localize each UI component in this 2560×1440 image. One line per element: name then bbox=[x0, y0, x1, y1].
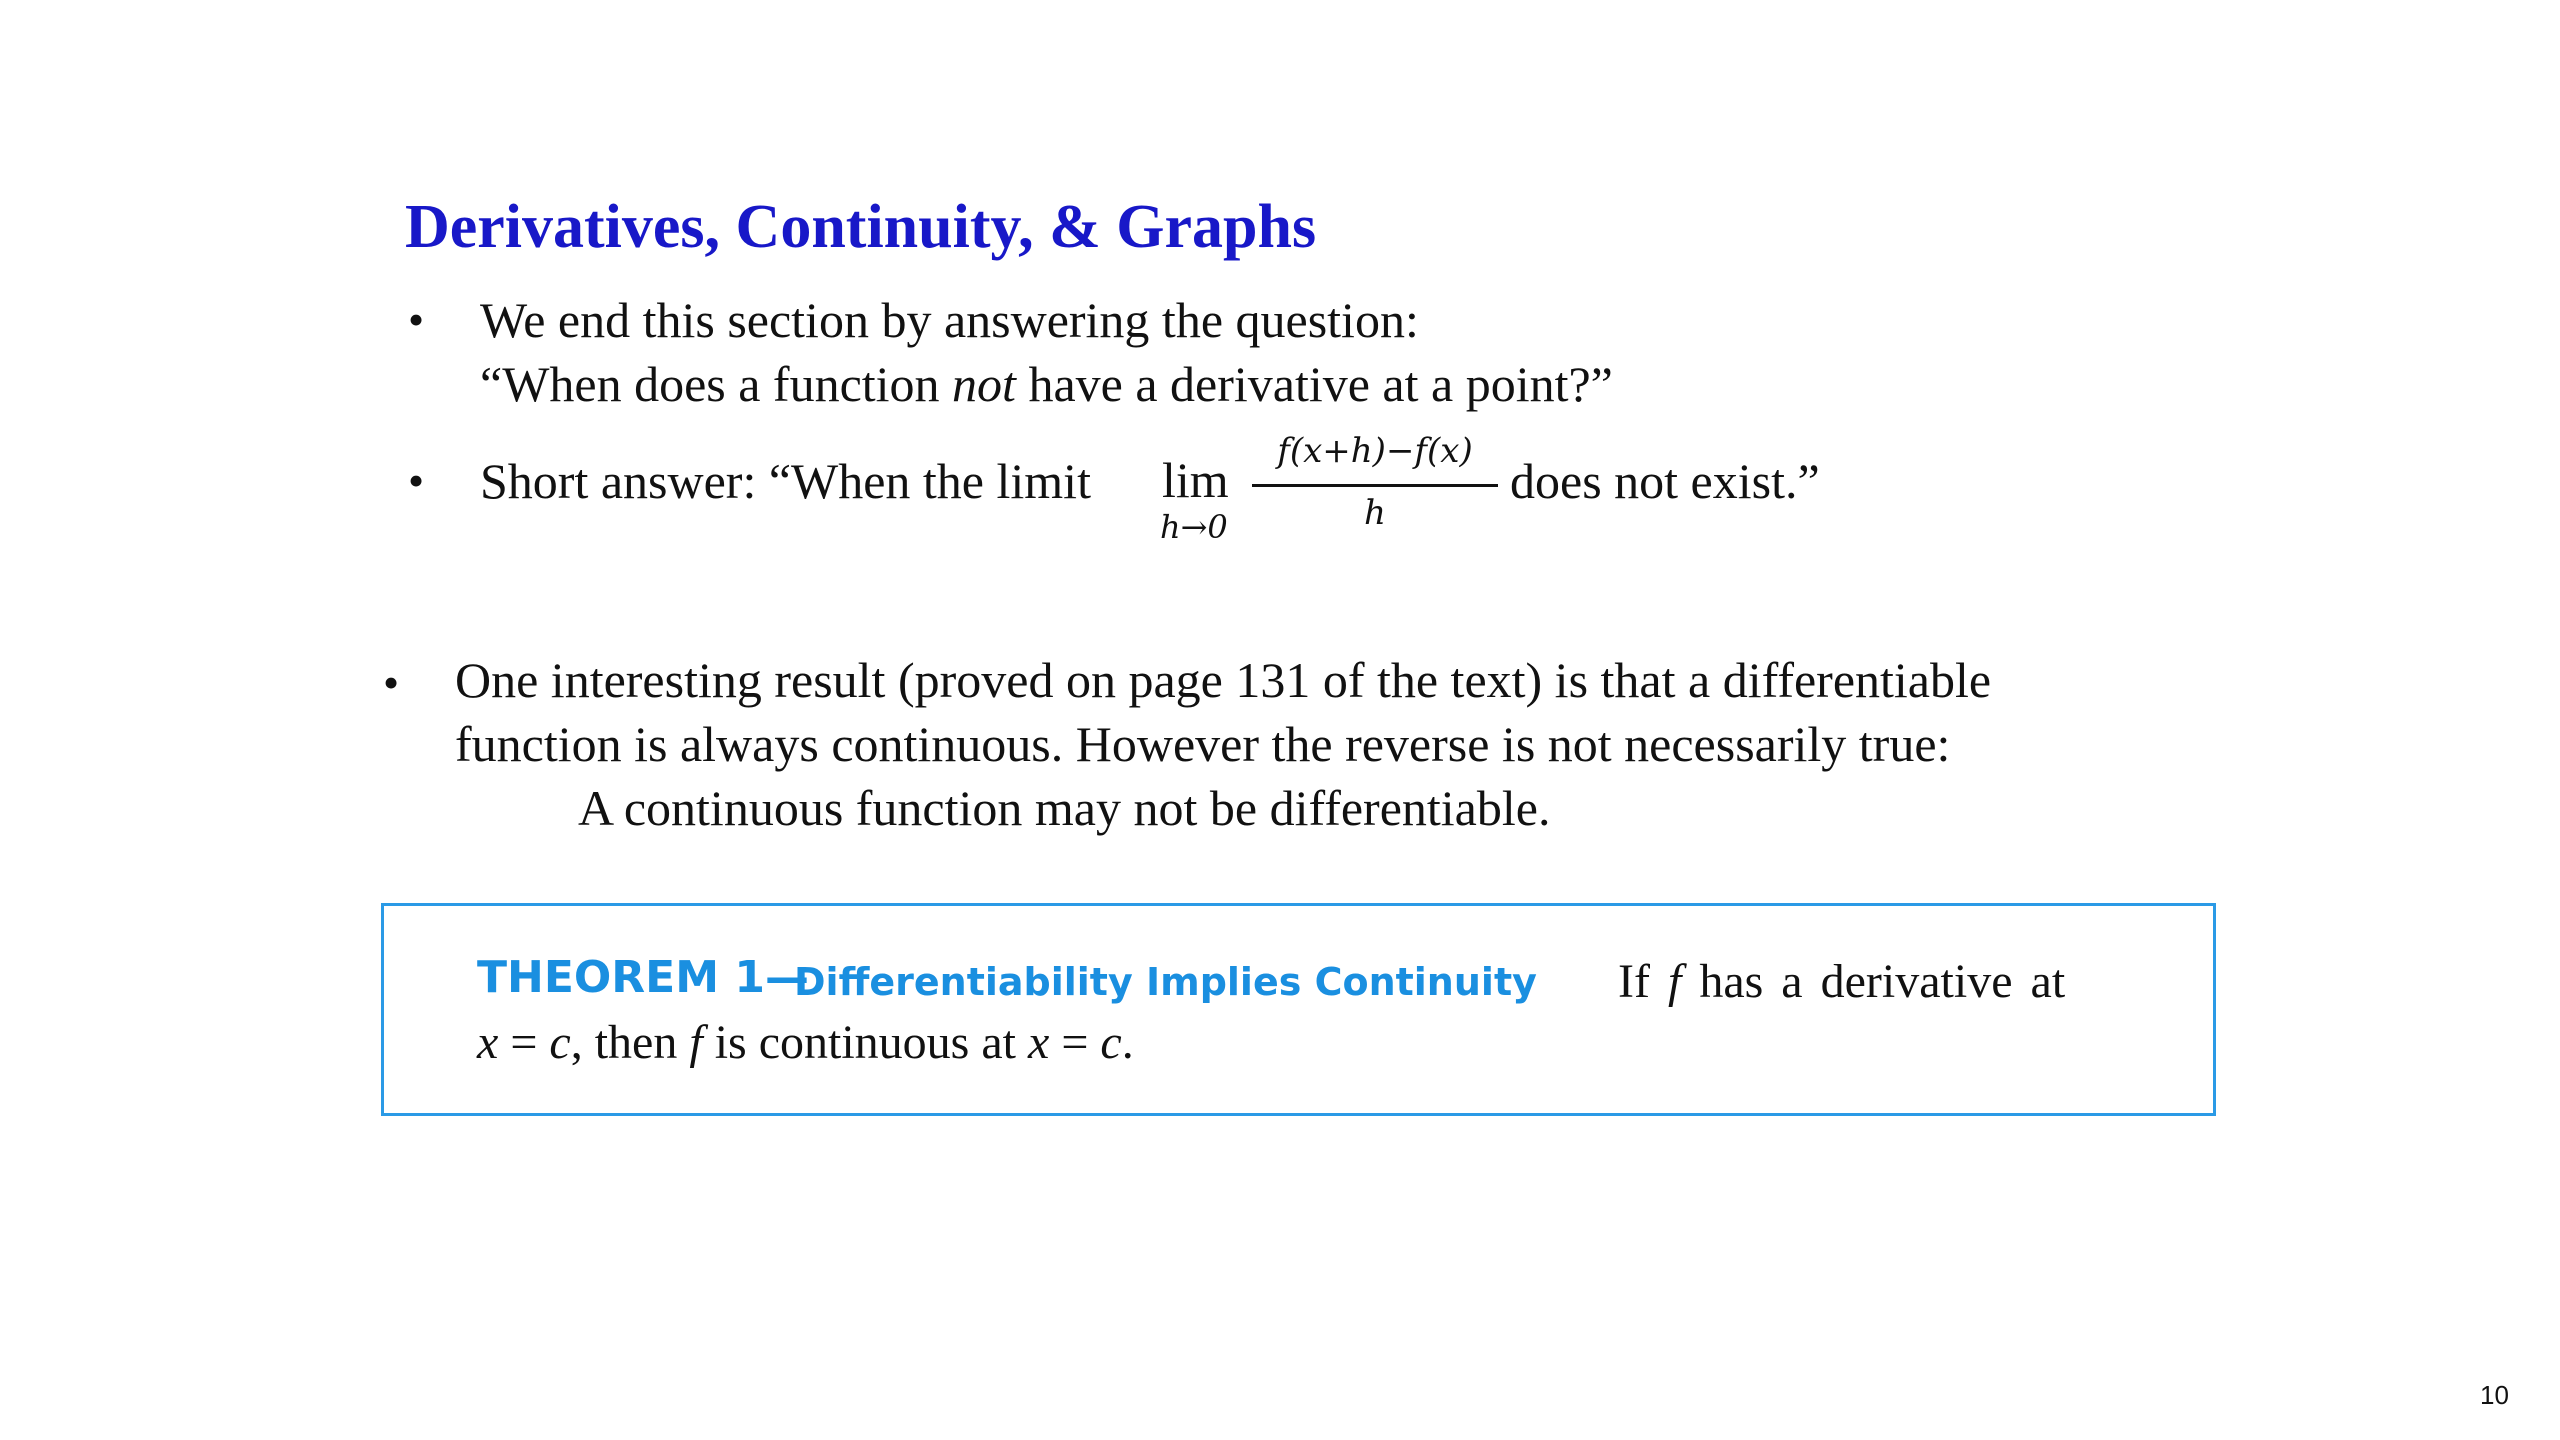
difference-quotient bbox=[1250, 430, 1500, 540]
theorem-text-continuous: is continuous at bbox=[702, 1016, 1028, 1069]
theorem-statement-line-1 bbox=[1618, 955, 2066, 1008]
theorem-name: Differentiability Implies Continuity bbox=[794, 960, 1537, 1004]
slide-title: Derivatives, Continuity, & Graphs bbox=[405, 193, 1317, 261]
theorem-var-c-2: c bbox=[1100, 1016, 1122, 1069]
bullet-2-lead: Short answer: “When the limit bbox=[480, 453, 1091, 509]
bullet-1-line-2-end: have a derivative at a point?” bbox=[1015, 356, 1613, 412]
theorem-equals-1: = bbox=[498, 1016, 550, 1069]
theorem-label: THEOREM 1— bbox=[477, 952, 809, 1003]
bullet-1-emphasis: not bbox=[952, 356, 1016, 412]
bullet-3-marker: • bbox=[383, 657, 400, 708]
theorem-text-has-derivative: has a derivative at bbox=[1681, 955, 2066, 1008]
theorem-var-f: f bbox=[1667, 955, 1682, 1008]
bullet-3-line-1: One interesting result (proved on page 131 of the text) is that a differentiable bbox=[455, 652, 1992, 708]
theorem-var-c: c bbox=[549, 1016, 571, 1069]
page-number: 10 bbox=[2480, 1380, 2509, 1410]
theorem-period: . bbox=[1121, 1016, 1134, 1069]
theorem-equals-2: = bbox=[1049, 1016, 1101, 1069]
bullet-2-marker: • bbox=[408, 455, 425, 506]
theorem-statement-line-2 bbox=[477, 1016, 1134, 1069]
fraction-numerator: f(x+h)−f(x) bbox=[1277, 431, 1473, 471]
theorem-var-x-2: x bbox=[1028, 1016, 1050, 1069]
bullet-1-line-1: We end this section by answering the question: bbox=[480, 292, 1419, 348]
theorem-box bbox=[381, 903, 2216, 1116]
theorem-var-f-2: f bbox=[689, 1016, 703, 1069]
bullet-1-marker: • bbox=[408, 294, 425, 345]
limit-subscript: h→0 bbox=[1160, 508, 1228, 546]
bullet-2-tail: does not exist.” bbox=[1510, 453, 1820, 509]
fraction-bar bbox=[1252, 484, 1498, 487]
fraction-denominator: h bbox=[1364, 493, 1386, 533]
theorem-var-x: x bbox=[477, 1016, 499, 1069]
bullet-3-line-3: A continuous function may not be differentiable. bbox=[578, 780, 1551, 836]
bullet-1-line-2-start: “When does a function bbox=[480, 356, 953, 412]
limit-word: lim bbox=[1162, 452, 1229, 508]
bullet-3-line-2: function is always continuous. However the reverse is not necessarily true: bbox=[455, 716, 1951, 772]
limit-operator bbox=[1160, 433, 1250, 546]
bullet-1-line-2 bbox=[480, 356, 1613, 412]
theorem-text-if: If bbox=[1618, 955, 1668, 1008]
theorem-text-then: , then bbox=[570, 1016, 690, 1069]
